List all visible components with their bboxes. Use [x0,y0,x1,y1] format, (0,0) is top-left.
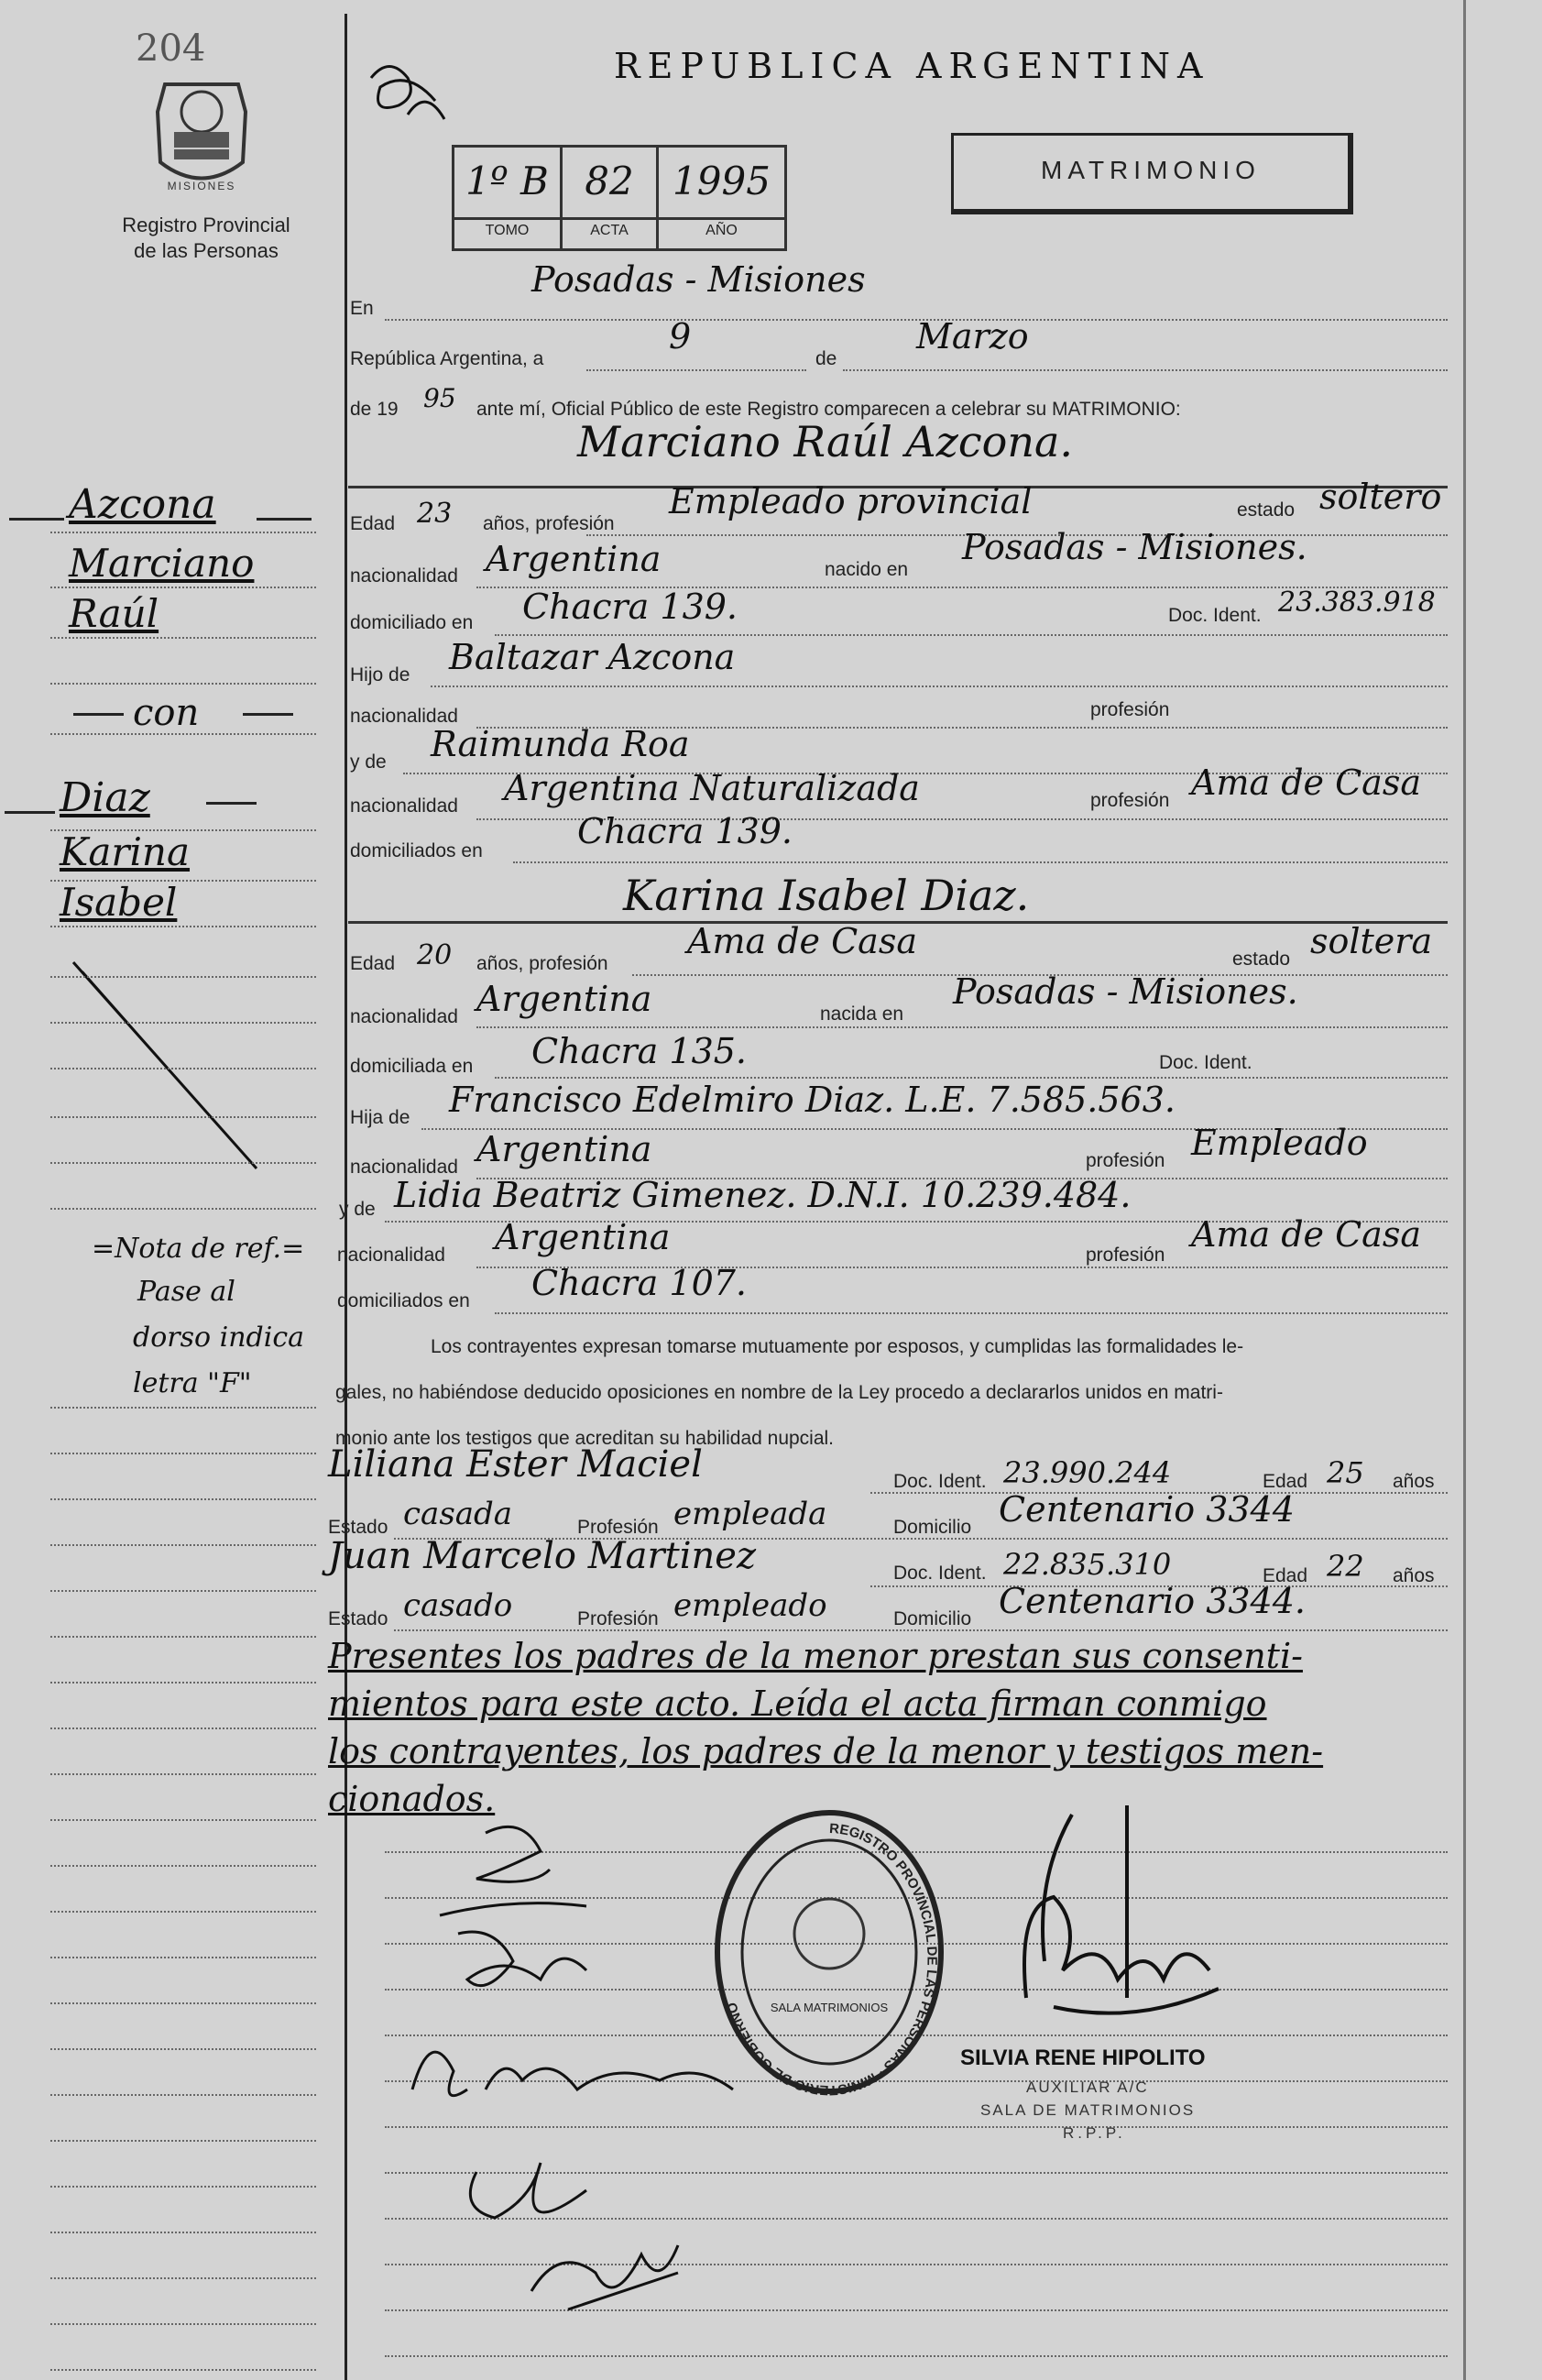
bride-domiciliada-label: domiciliada en [350,1056,474,1077]
margin-note-4: letra "F" [133,1367,252,1399]
year-value: 95 [423,383,456,413]
witness-2-profession: empleado [673,1587,827,1624]
bride-domiciliados-label: domiciliados en [337,1290,470,1311]
folio-number: 204 [136,27,206,70]
declaration-line-2: gales, no habiéndose deducido oposiciones en nombre de la Ley procedo a declararlos unidos en matri- [335,1382,1223,1403]
witness-1-address: Centenario 3344 [999,1489,1295,1530]
groom-domiciliado-label: domiciliado en [350,612,474,633]
groom-mother-nationality: Argentina Naturalizada [504,768,920,808]
witness-2-address: Centenario 3344. [999,1581,1306,1621]
witness-1-doc: 23.990.244 [1003,1455,1172,1490]
witness-1-anos-label: años [1393,1471,1435,1492]
bride-mother-nationality: Argentina [495,1217,671,1257]
day-value: 9 [669,316,692,356]
note-line-1: Presentes los padres de la menor prestan sus consenti- [328,1636,1303,1676]
declaration-line-1: Los contrayentes expresan tomarse mutuamente por esposos, y cumplidas las formalidades le- [431,1336,1244,1357]
bride-father-nationality: Argentina [476,1129,652,1169]
witness-2-doc-label: Doc. Ident. [893,1563,987,1584]
logo-text: MISIONES [167,180,236,192]
page-edge [1463,0,1466,2380]
bride-profesion-label: años, profesión [476,953,608,974]
country-title: REPUBLICA ARGENTINA [614,46,1210,86]
registry-line-2: de las Personas [134,239,279,262]
groom-father: Baltazar Azcona [449,637,736,677]
bride-nacida-label: nacida en [820,1004,904,1025]
seal-ring-text: REGISTRO PROVINCIAL DE LAS PERSONAS · MINISTERIO DE GOBIERNO [724,1820,940,2099]
groom-full-name: Marciano Raúl Azcona. [577,417,1074,466]
groom-nationality: Argentina [486,539,662,579]
margin-rule [344,14,347,2380]
bride-yde-label: y de [339,1199,376,1220]
witness-1-profession: empleada [673,1496,827,1532]
witness-1-age: 25 [1327,1455,1364,1490]
stamp-line-2: AUXILIAR A/C [1026,2078,1149,2096]
bride-father: Francisco Edelmiro Diaz. L.E. 7.585.563. [449,1080,1176,1120]
margin-con: con [133,692,200,734]
bride-birthplace: Posadas - Misiones. [953,971,1298,1012]
anio-value: 1995 [673,159,771,203]
groom-mother-profession: Ama de Casa [1191,762,1421,803]
witness-1-domicilio-label: Domicilio [893,1517,972,1538]
groom-nacionalidad-label: nacionalidad [350,565,458,587]
registry-line-1: Registro Provincial [122,214,290,236]
witness-1-profesion-label: Profesión [577,1517,659,1538]
stamp-line-3: SALA DE MATRIMONIOS [980,2101,1196,2119]
witness-2-anos-label: años [1393,1565,1435,1586]
groom-edad-label: Edad [350,513,396,534]
month-value: Marzo [916,316,1029,356]
margin-first-groom: Marciano [69,541,255,586]
witness-2-domicilio-label: Domicilio [893,1608,972,1629]
witness-1-estado-label: Estado [328,1517,388,1538]
witness-1-doc-label: Doc. Ident. [893,1471,987,1492]
witness-1-edad-label: Edad [1263,1471,1308,1492]
margin-note-1: =Nota de ref.= [92,1233,305,1265]
bride-hija-label: Hija de [350,1107,410,1128]
groom-hijo-label: Hijo de [350,664,410,685]
bride-nationality: Argentina [476,979,652,1019]
margin-surname-bride: Diaz [60,774,150,821]
bride-mother: Lidia Beatriz Gimenez. D.N.I. 10.239.484. [394,1175,1132,1215]
svg-text:REGISTRO PROVINCIAL DE LAS PER [724,1821,939,2098]
margin-note-2: Pase al [137,1276,235,1308]
statement-text: ante mí, Oficial Público de este Registro comparecen a celebrar su MATRIMONIO: [476,399,1181,420]
groom-parents-address: Chacra 139. [577,811,793,851]
seal-center-text: SALA MATRIMONIOS [770,2001,889,2014]
groom-father-prof-label: profesión [1090,699,1170,720]
official-signature [999,1796,1255,2044]
year-prefix-label: de 19 [350,399,399,420]
margin-second-bride: Isabel [60,880,178,925]
groom-mother-nat-label: nacionalidad [350,795,458,817]
tomo-label: TOMO [485,223,530,238]
groom-status: soltero [1319,477,1442,517]
groom-domiciliados-label: domiciliados en [350,840,483,861]
margin-note-3: dorso indica [133,1322,305,1354]
witness-1-status: casada [403,1496,513,1532]
note-line-4: cionados. [328,1779,496,1819]
note-line-3: los contrayentes, los padres de la menor y testigos men- [328,1731,1324,1771]
bride-full-name: Karina Isabel Diaz. [623,871,1030,920]
month-de-label: de [815,348,837,369]
type-label: MATRIMONIO [1041,156,1261,184]
groom-nacido-label: nacido en [825,559,909,580]
groom-profesion-label: años, profesión [483,513,615,534]
bride-status: soltera [1310,921,1433,961]
groom-profession: Empleado provincial [669,481,1033,521]
bride-age: 20 [417,939,453,971]
groom-father-nat-label: nacionalidad [350,706,458,727]
margin-first-bride: Karina [60,829,191,874]
republica-label: República Argentina, a [350,348,544,369]
groom-address: Chacra 139. [522,587,738,627]
tomo-value: 1º B [465,159,549,203]
groom-age: 23 [417,498,453,530]
margin-second-groom: Raúl [69,591,159,636]
bride-father-prof-label: profesión [1086,1150,1165,1171]
bride-nacionalidad-label: nacionalidad [350,1006,458,1027]
bride-estado-label: estado [1232,949,1291,970]
groom-birthplace: Posadas - Misiones. [962,527,1307,567]
acta-value: 82 [585,159,634,203]
witness-2-edad-label: Edad [1263,1565,1308,1586]
groom-mother-prof-label: profesión [1090,790,1170,811]
witness-2-doc: 22.835.310 [1003,1547,1172,1582]
witness-2-status: casado [403,1587,513,1624]
bride-father-nat-label: nacionalidad [350,1157,458,1178]
acta-label: ACTA [590,223,629,238]
groom-yde-label: y de [350,751,387,773]
bride-address: Chacra 135. [531,1031,747,1071]
bride-father-profession: Empleado [1191,1123,1368,1163]
provincial-logo [147,75,257,194]
witness-2-age: 22 [1327,1549,1364,1584]
stamp-line-1: SILVIA RENE HIPOLITO [960,2045,1206,2070]
bride-mother-prof-label: profesión [1086,1245,1165,1266]
groom-mother: Raimunda Roa [431,724,690,764]
volume-box [452,145,787,251]
bride-parents-address: Chacra 107. [531,1263,747,1303]
type-box [951,133,1353,214]
groom-estado-label: estado [1237,499,1296,521]
witness-2-estado-label: Estado [328,1608,388,1629]
bride-profession: Ama de Casa [687,921,917,961]
anio-label: AÑO [705,223,738,238]
stamp-line-4: R.P.P. [1063,2124,1126,2142]
official-seal [710,1805,948,2099]
groom-doc: 23.383.918 [1278,587,1436,619]
margin-surname-groom: Azcona [69,481,216,528]
note-line-2: mientos para este acto. Leída el acta firman conmigo [328,1684,1267,1724]
declaration-line-3: monio ante los testigos que acreditan su habilidad nupcial. [335,1428,835,1449]
place-value: Posadas - Misiones [531,259,866,300]
witness-2-profesion-label: Profesión [577,1608,659,1629]
initials-signature [353,50,463,133]
bride-doc-label: Doc. Ident. [1159,1052,1252,1073]
en-label: En [350,298,374,319]
witness-2-name: Juan Marcelo Martinez [328,1535,757,1577]
groom-doc-label: Doc. Ident. [1168,605,1262,626]
bride-mother-profession: Ama de Casa [1191,1214,1421,1255]
witness-1-name: Liliana Ester Maciel [328,1443,703,1486]
bride-edad-label: Edad [350,953,396,974]
bride-mother-nat-label: nacionalidad [337,1245,445,1266]
